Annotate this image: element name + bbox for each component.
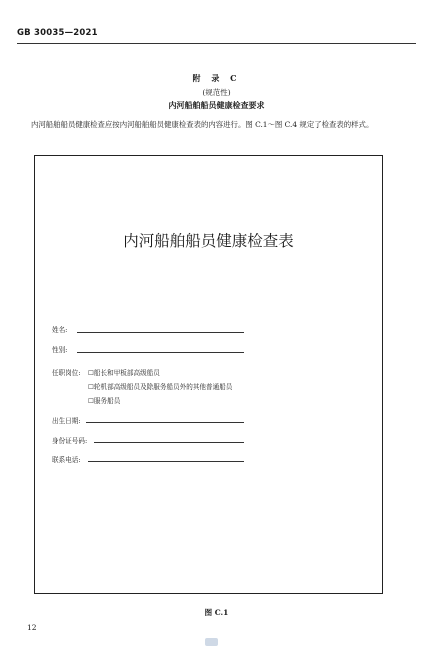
page-number: 12 [27,623,37,632]
standard-number: GB 30035—2021 [17,28,98,38]
position-label: 任职岗位: [52,369,81,377]
name-label: 姓名: [52,326,68,334]
phone-field[interactable] [88,461,244,462]
gender-label: 性别: [52,346,68,354]
gender-field[interactable] [77,352,244,353]
viewer-badge-icon [205,638,218,646]
id-label: 身份证号码: [52,437,88,445]
figure-caption: 图 C.1 [204,608,229,617]
phone-label: 联系电话: [52,456,81,464]
header-divider [17,43,416,44]
intro-paragraph: 内河船舶船员健康检查应按内河船舶船员健康检查表的内容进行。图 C.1～图 C.4 规定了检查表的样式。 [31,120,374,129]
appendix-name: 内河船舶船员健康检查要求 [168,100,265,110]
position-option-service[interactable]: ☐服务船员 [88,397,121,405]
appendix-normative: (规范性) [202,88,231,97]
health-check-form [34,155,383,594]
position-option-engine[interactable]: ☐轮机部高级船员及除服务船员外的其他普通船员 [88,383,233,391]
name-field[interactable] [77,332,244,333]
position-option-captain[interactable]: ☐船长和甲板部高级船员 [88,369,160,377]
id-field[interactable] [94,442,244,443]
birthdate-field[interactable] [86,422,244,423]
appendix-title: 附 录 C [192,73,241,83]
birthdate-label: 出生日期: [52,417,81,425]
form-title: 内河船舶船员健康检查表 [123,232,294,250]
